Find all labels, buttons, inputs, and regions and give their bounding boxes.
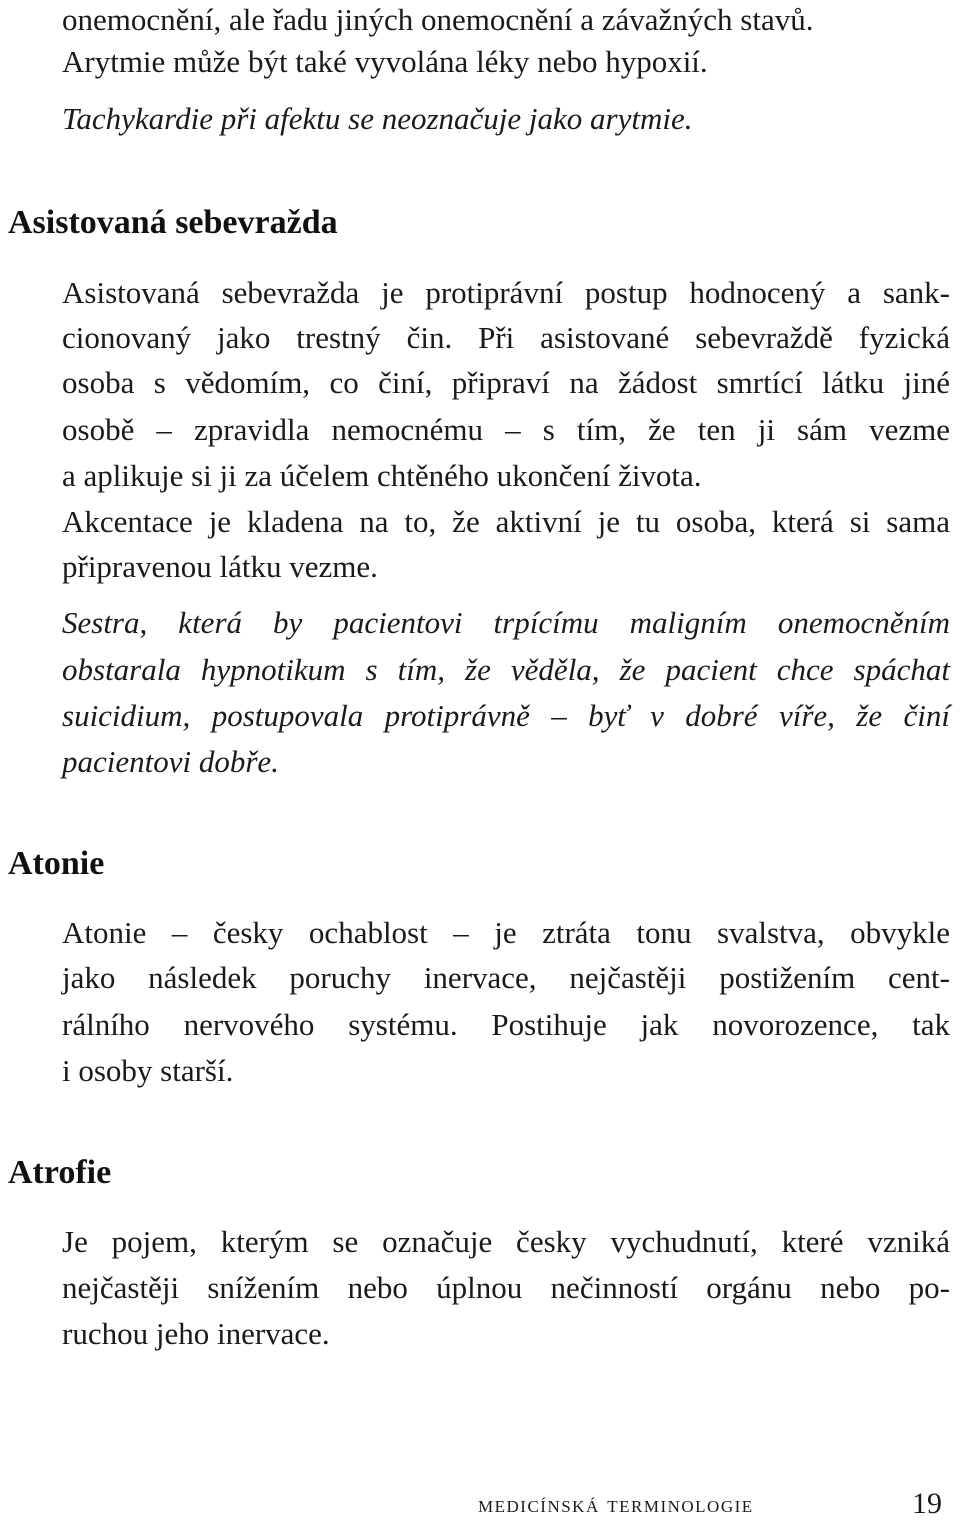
text-line: Je pojem, kterým se označuje česky vychudnutí, které vzniká [62, 1224, 950, 1259]
page-number: 19 [912, 1487, 942, 1520]
example-line: suicidium, postupovala protiprávně – byť v dobré víře, že činí [62, 698, 950, 733]
text-line: onemocnění, ale řadu jiných onemocnění a závažných stavů. [62, 2, 814, 37]
example-line: obstarala hypnotikum s tím, že věděla, že pacient chce spáchat [62, 652, 950, 687]
text-line: připravenou látku vezme. [62, 549, 378, 584]
text-line: ruchou jeho inervace. [62, 1316, 330, 1351]
text-line: a aplikuje si ji za účelem chtěného ukončení života. [62, 458, 702, 493]
text-line: jako následek poruchy inervace, nejčastěji postižením cent- [62, 960, 950, 995]
text-line: i osoby starší. [62, 1053, 234, 1088]
text-line: nejčastěji snížením nebo úplnou nečinností orgánu nebo po- [62, 1270, 950, 1305]
section-heading: Atonie [8, 845, 105, 882]
text-line: Arytmie může být také vyvolána léky nebo hypoxií. [62, 44, 708, 79]
example-line: Tachykardie při afektu se neoznačuje jako arytmie. [62, 101, 693, 136]
section-heading: Atrofie [8, 1154, 112, 1191]
running-footer: medicínská terminologie [478, 1492, 754, 1518]
text-line: rálního nervového systému. Postihuje jak novorozence, tak [62, 1007, 950, 1042]
text-line: cionovaný jako trestný čin. Při asistované sebevraždě fyzická [62, 320, 950, 355]
example-line: Sestra, která by pacientovi trpícímu maligním onemocněním [62, 605, 950, 640]
text-line: osoba s vědomím, co činí, připraví na žádost smrtící látku jiné [62, 365, 950, 400]
example-line: pacientovi dobře. [62, 744, 279, 779]
text-line: Akcentace je kladena na to, že aktivní je tu osoba, která si sama [62, 504, 950, 539]
section-heading: Asistovaná sebevražda [8, 204, 338, 241]
text-line: osobě – zpravidla nemocnému – s tím, že ten ji sám vezme [62, 412, 950, 447]
text-line: Asistovaná sebevražda je protiprávní postup hodnocený a sank- [62, 275, 950, 310]
text-line: Atonie – česky ochablost – je ztráta tonu svalstva, obvykle [62, 915, 950, 950]
